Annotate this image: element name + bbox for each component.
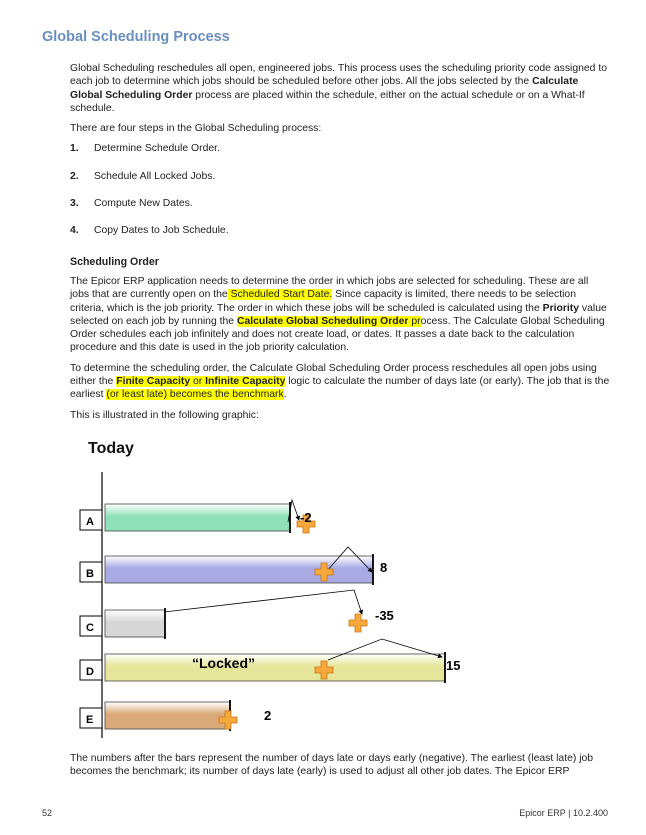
arrow-icon — [164, 590, 362, 614]
value-label: -2 — [300, 510, 312, 525]
paragraph-text: ocess. The Calculate Global Scheduling Order schedules each job infinitely and does not create load, or dates. It passes a date back to the calculation procedure and this date is used in the job priority calculation. — [70, 315, 605, 354]
value-label: 2 — [264, 708, 272, 723]
value-label: -35 — [375, 608, 394, 623]
step-text: Schedule All Locked Jobs. — [94, 170, 216, 182]
category-label: E — [86, 714, 94, 726]
paragraph-text: logic to calculate the number of days late (or early). The job that is the earliest — [70, 376, 610, 401]
scheduling-paragraph — [70, 275, 610, 355]
highlighted-text: or — [190, 376, 206, 388]
page-number: 52 — [42, 808, 53, 818]
paragraph-text: To determine the scheduling order, the Calculate Global Scheduling Order process reschedules all open jobs using either the — [70, 362, 597, 388]
main-content — [70, 62, 610, 429]
category-label: A — [86, 516, 94, 528]
footer-product: Epicor ERP | 10.2.400 — [519, 808, 608, 818]
category-label: C — [86, 622, 94, 634]
category-label: D — [86, 666, 94, 678]
step-text: Compute New Dates. — [94, 198, 193, 210]
highlighted-bold-text: Calculate Global Scheduling Order — [236, 315, 409, 327]
list-item — [70, 224, 610, 251]
bottom-paragraph: The numbers after the bars represent the number of days late or days early (negative). The earliest (least late) job becomes the benchmark; its number of days late (early) is used to adjust all other job dates. The Epicor ERP — [70, 753, 594, 778]
list-item — [70, 142, 610, 169]
step-text: Copy Dates to Job Schedule. — [94, 225, 229, 237]
bold-text: Priority — [542, 302, 580, 314]
list-item — [70, 170, 610, 197]
locked-label: “Locked” — [192, 655, 256, 671]
bar — [105, 610, 165, 637]
list-item — [70, 197, 610, 224]
page-title: Global Scheduling Process — [42, 29, 230, 45]
steps-intro: There are four steps in the Global Scheduling process: — [70, 123, 322, 135]
highlighted-bold-text: Infinite Capacity — [205, 376, 286, 388]
highlighted-text: pr — [408, 315, 421, 327]
step-number: 2. — [70, 170, 79, 182]
value-label: 15 — [446, 658, 461, 673]
order-paragraph — [70, 362, 610, 402]
intro-text: Global Scheduling reschedules all open, engineered jobs. This process uses the scheduling priority code assigned to each job to determine which jobs should be scheduled before other jobs. All the jobs selected by the — [70, 63, 607, 88]
paragraph-text: The Epicor ERP application needs to determine the order in which jobs are selected for scheduling. These are all jobs that are currently open on the — [70, 275, 589, 301]
paragraph-text: value selected on each job by running the — [70, 302, 607, 327]
bar — [105, 654, 445, 681]
bar — [105, 702, 230, 729]
value-label: 8 — [380, 560, 388, 575]
highlighted-bold-text: Finite Capacity — [116, 376, 191, 388]
plus-marker-icon — [349, 614, 367, 632]
chart-title: Today — [88, 440, 134, 457]
intro-text-end: process are placed within the schedule, either on the actual schedule or on a What-If schedule. — [70, 89, 585, 114]
step-text: Determine Schedule Order. — [94, 143, 220, 155]
paragraph-text: Since capacity is limited, there needs to be selection criteria, which is the job priority. The order in which these jobs will be scheduled is calculated using the — [70, 289, 576, 314]
step-number: 4. — [70, 225, 79, 237]
bar — [105, 504, 290, 531]
scheduling-chart — [70, 432, 490, 744]
paragraph-text: . — [283, 389, 287, 401]
highlighted-text: Scheduled Start Date. — [227, 289, 333, 301]
intro-paragraph — [70, 62, 610, 115]
section-heading: Scheduling Order — [70, 255, 159, 268]
category-label: B — [86, 568, 94, 580]
step-number: 3. — [70, 198, 79, 210]
step-number: 1. — [70, 143, 79, 155]
intro-bold-text: Calculate Global Scheduling Order — [70, 76, 579, 101]
graphic-intro: This is illustrated in the following graphic: — [70, 409, 259, 421]
steps-list — [70, 142, 610, 251]
highlighted-text: (or least late) becomes the benchmark — [106, 389, 284, 401]
